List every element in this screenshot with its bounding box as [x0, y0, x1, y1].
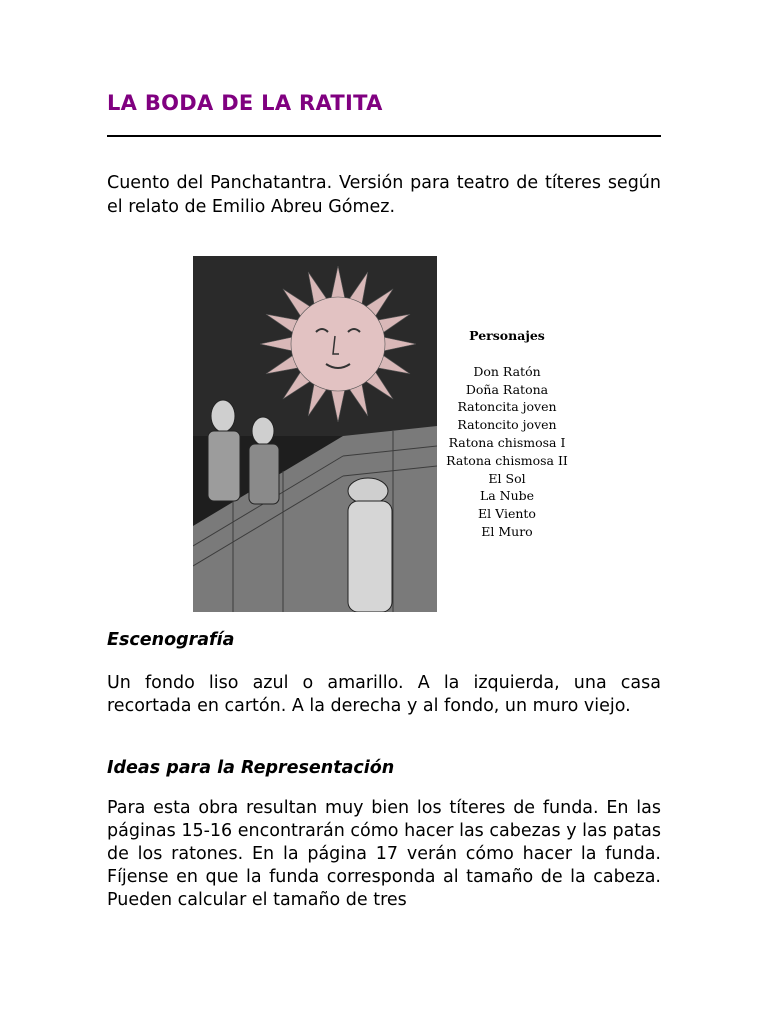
cast-item: Ratoncita joven — [457, 399, 557, 415]
section-heading-ideas: Ideas para la Representación — [107, 758, 395, 778]
intro-paragraph: Cuento del Panchatantra. Versión para teatro de títeres según el relato de Emilio Abreu Gómez. — [107, 173, 661, 217]
cast-item: El Muro — [481, 523, 533, 539]
cast-item: La Nube — [479, 488, 535, 504]
title-divider — [107, 135, 661, 137]
puppet-show-photo — [193, 256, 437, 612]
cast-list — [437, 327, 577, 541]
cast-item: Ratoncito joven — [457, 417, 557, 433]
cast-item: El Viento — [478, 506, 536, 522]
section-body-ideas: Para esta obra resultan muy bien los títeres de funda. En las páginas 15-16 encontrarán cómo hacer las cabezas y las patas de los ratones. En la página 17 verán cómo hacer la funda. Fíjense en que la funda corresponda al tamaño de la cabeza. Pueden calcular el tamaño de tres — [107, 798, 661, 910]
cast-item: Doña Ratona — [465, 381, 549, 397]
cast-heading: Personajes — [469, 328, 545, 343]
cast-item: Ratona chismosa I — [448, 434, 566, 450]
cast-item: El Sol — [488, 470, 526, 486]
document-title: LA BODA DE LA RATITA — [107, 91, 383, 115]
cast-item: Don Ratón — [473, 363, 541, 379]
section-heading-escenografia: Escenografía — [107, 630, 235, 650]
cast-item: Ratona chismosa II — [446, 452, 568, 468]
section-body-escenografia: Un fondo liso azul o amarillo. A la izquierda, una casa recortada en cartón. A la derecha y al fondo, un muro viejo. — [107, 673, 661, 716]
